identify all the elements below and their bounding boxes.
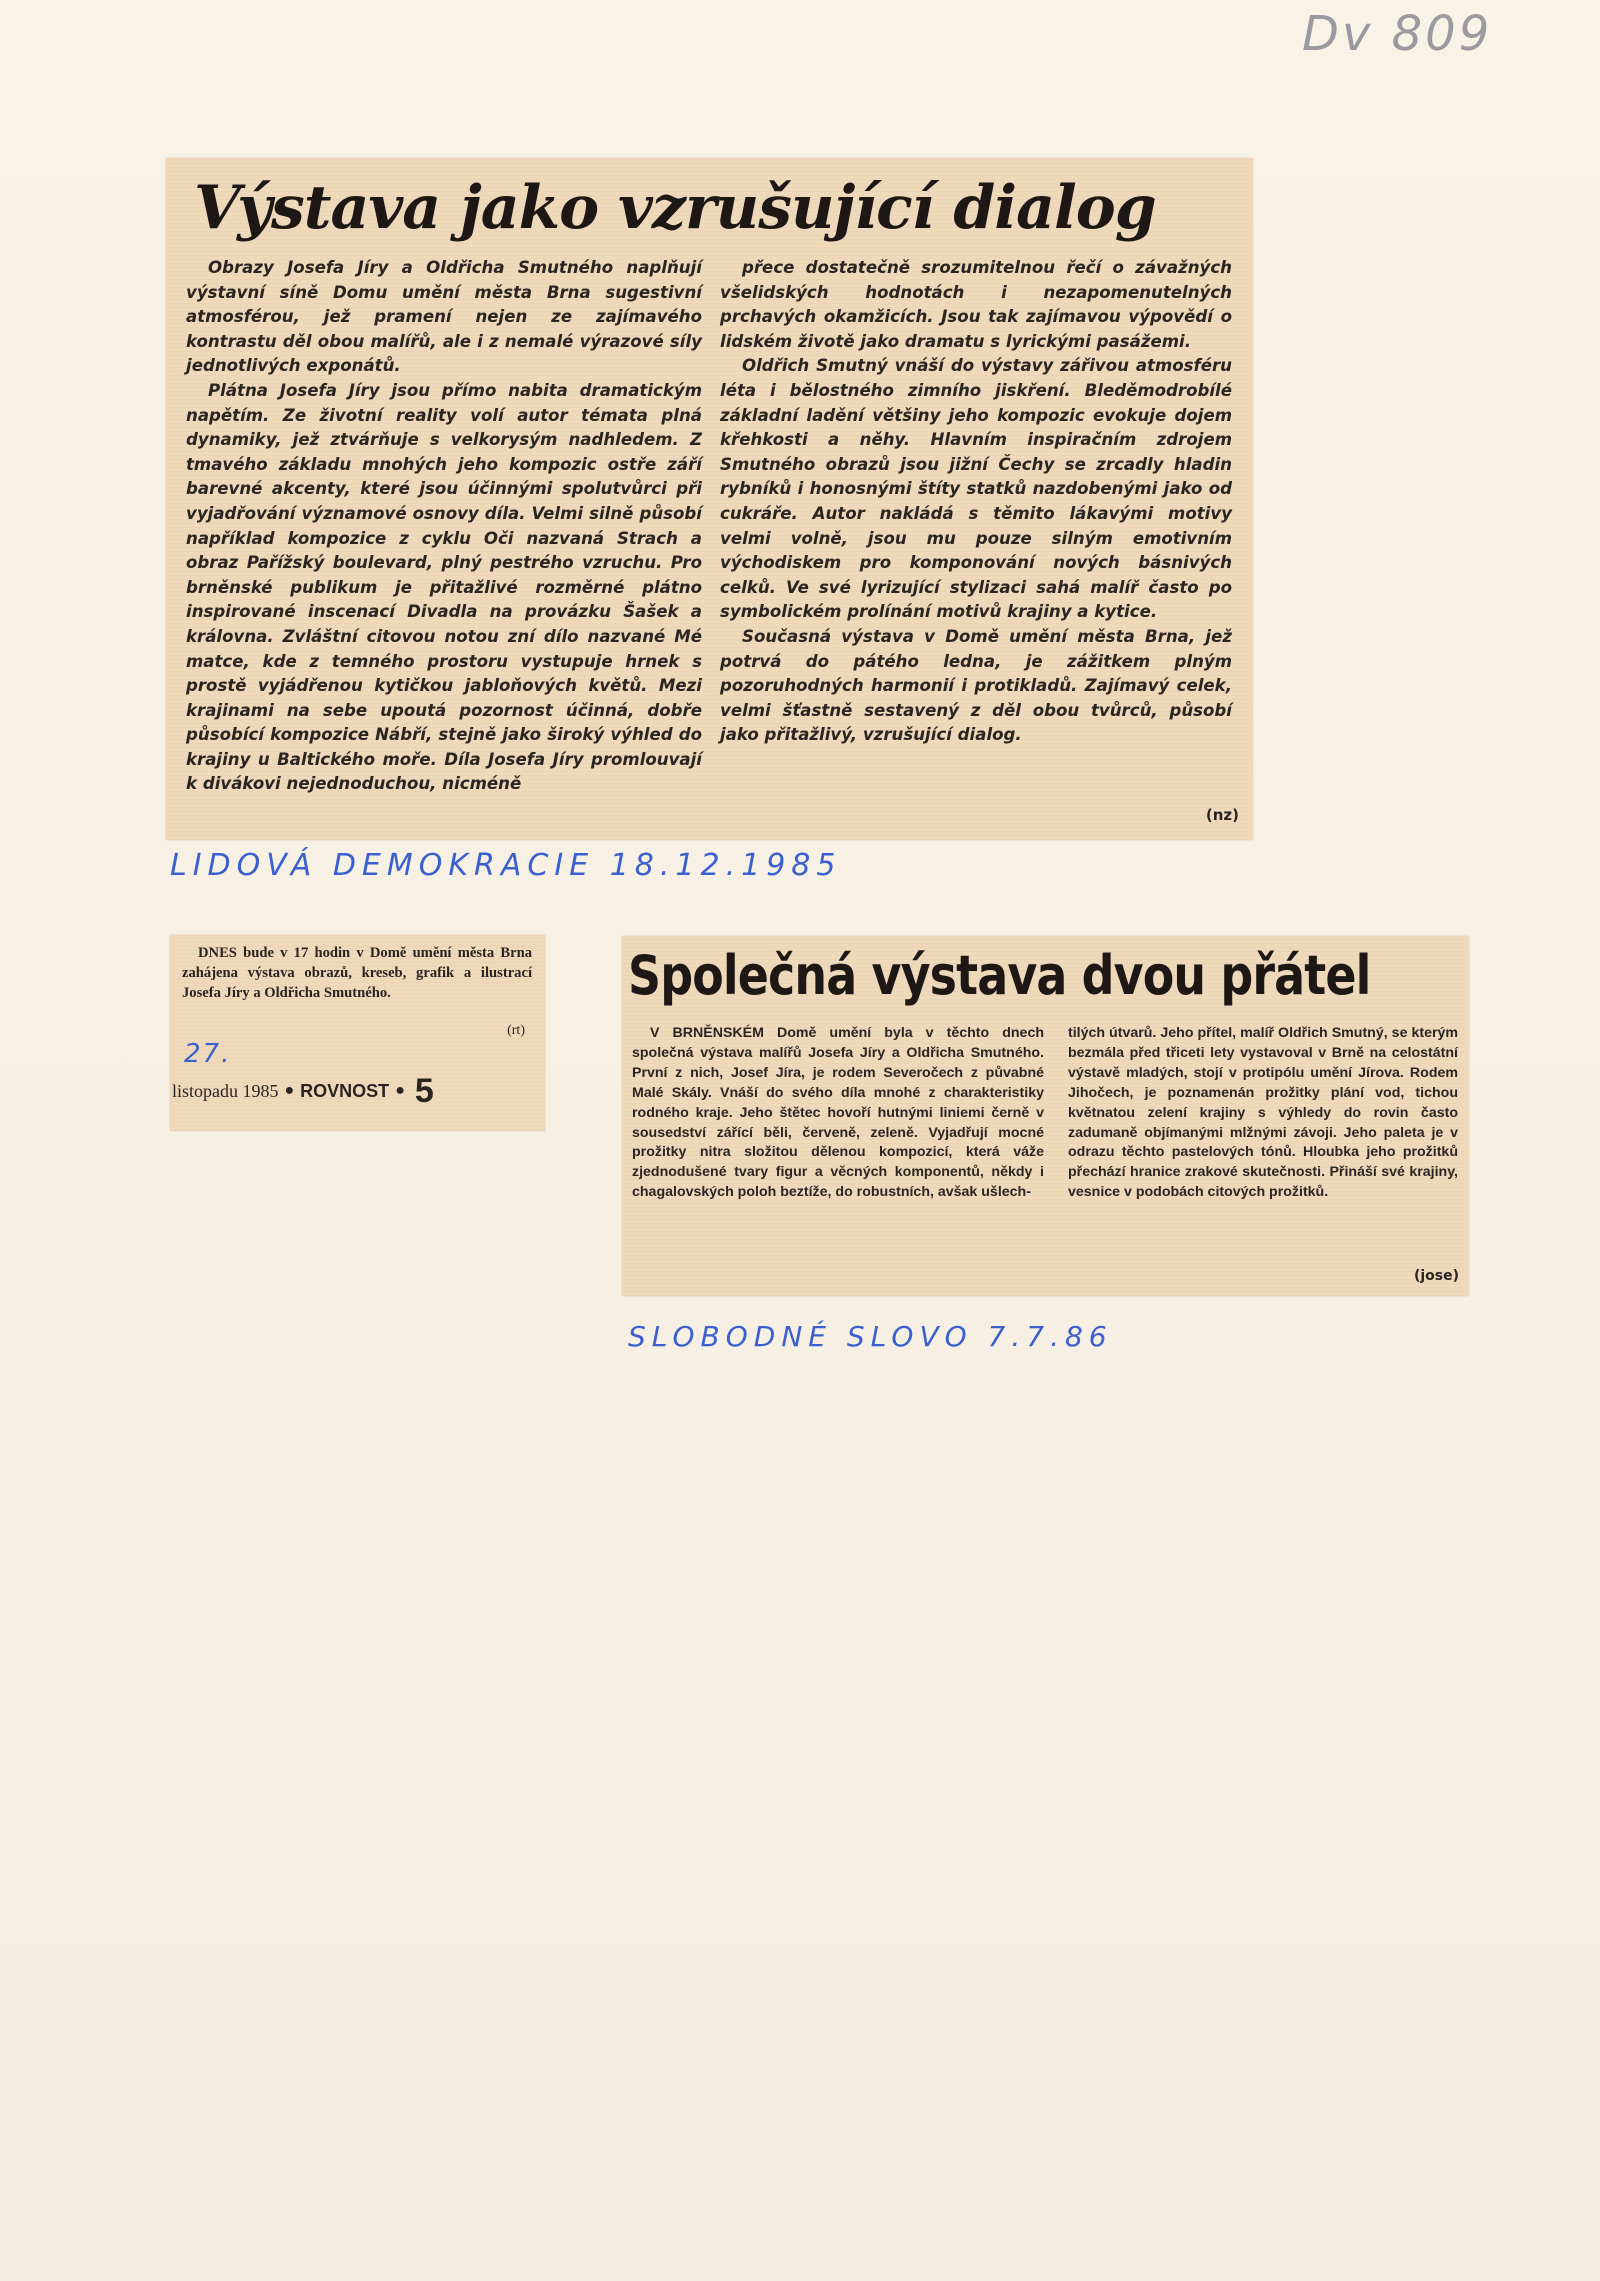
footer-date: listopadu 1985 [172, 1080, 279, 1101]
newspaper-footer [172, 1071, 542, 1111]
paragraph: Obrazy Josefa Jíry a Oldřicha Smutného naplňují výstavní síně Domu umění města Brna sugestivní atmosférou, jež pramení nejen ze zajímavého kontrastu děl obou malířů, ale i z nemalé výrazové síly jednotlivých exponátů. [186, 258, 702, 376]
footer-paper-name: ROVNOST [300, 1080, 390, 1101]
article-right-column [720, 256, 1232, 748]
headline-vystava-jako-vzrusujici-dialog: Výstava jako vzrušující dialog [194, 173, 1156, 243]
handwritten-source-slobodne-slovo: SLOBODNÉ SLOVO 7.7.86 [628, 1320, 1113, 1353]
notice-signature: (rt) [507, 1023, 525, 1038]
footer-page-number: 5 [414, 1071, 434, 1110]
paragraph: tilých útvarů. Jeho přítel, malíř Oldřich Smutný, se kterým bezmála před třiceti lety vystavoval v Brně na celostátní výstavě mladých, stojí v protipólu umění Jírova. Rodem Jihočech, je poznamenán prožitky plání vod, tichou květnatou zelení krajiny s výhledy do rovin často zadumaně objímanými mlžnými závoji. Jeho paleta je v odrazu těchto pastelových tónů. Hloubka jeho prožitků přechází hranice zrakové skutečnosti. Přináší své krajiny, vesnice v podobách citových prožitků. [1068, 1025, 1458, 1201]
paragraph: Oldřich Smutný vnáší do výstavy zářivou atmosféru léta i bělostného zimního jiskření. Bleděmodrobílé základní ladění většiny jeho kompozic evokuje dojem křehkosti a něhy. Hlavním inspiračním zdrojem Smutného obrazů jsou jižní Čechy se zrcadly hladin rybníků i honosnými štíty statků nazdobenými jako od cukráře. Autor nakládá s těmito lákavými motivy velmi volně, jsou mu pouze silným emotivním východiskem pro komponování nových básnivých celků. Ve své lyrizující stylizaci sahá malíř často po symbolickém prolínání motivů krajiny a kytice. [720, 356, 1232, 622]
article-left-column [186, 256, 702, 797]
paragraph: Současná výstava v Domě umění města Brna, jež potrvá do pátého ledna, je zážitkem plným pozoruhodných harmonií i protikladů. Zajímavý celek, velmi šťastně sestavený z děl obou tvůrců, působí jako přitažlivý, vzrušující dialog. [720, 626, 1232, 745]
headline-spolecna-vystava-dvou-pratel: Společná výstava dvou přátel [628, 944, 1371, 1007]
clipping-rovnost [170, 935, 545, 1131]
author-signature: (jose) [1413, 1268, 1459, 1284]
paragraph: V BRNĚNSKÉM Domě umění byla v těchto dnech společná výstava malířů Josefa Jíry a Oldřicha Smutného. První z nich, Josef Jíra, je rodem Severočech z půvabné Malé Skály. Vnáší do svého díla mnohé z charakteristiky rodného kraje. Jeho štětec hovoří hutnými liniemi černě v sousedství zářící běli, červeně, zeleně. Vyjadřují mocné prožitky nitra složitou dělenou kompozicí, která váže zjednodušené tvary figur a věcných komponentů, někdy i chagalovských poloh beztíže, do robustních, avšak ušlech- [632, 1025, 1044, 1201]
handwritten-day: 27. [184, 1039, 232, 1069]
article-left-column [632, 1024, 1044, 1203]
handwritten-source-lidova-demokracie: LIDOVÁ DEMOKRACIE 18.12.1985 [170, 848, 842, 883]
author-signature: (nz) [1205, 806, 1239, 824]
bullet-separator: ● [395, 1082, 405, 1099]
article-right-column [1068, 1024, 1458, 1203]
clipping-lidova-demokracie [166, 158, 1253, 840]
clipping-slobodne-slovo [622, 936, 1469, 1296]
bullet-separator: ● [284, 1082, 295, 1099]
archive-mark: Dv 809 [1302, 6, 1493, 62]
paragraph: Plátna Josefa Jíry jsou přímo nabita dramatickým napětím. Ze životní reality volí autor témata plná dynamiky, jež ztvárňuje s velkorysým nadhledem. Z tmavého základu mnohých jeho kompozic ostře září barevné akcenty, které jsou účinnými spolutvůrci při vyjadřování významové osnovy díla. Velmi silně působí například kompozice z cyklu Oči nazvaná Strach a obraz Pařížský boulevard, plný pestrého vzruchu. Pro brněnské publikum je přitažlivé rozměrné plátno inspirované inscenací Divadla na provázku Šašek a královna. Zvláštní citovou notou zní dílo nazvané Mé matce, kde z temného prostoru vystupuje hrnek s prostě vyjádřenou kytičkou jabloňových květů. Mezi krajinami na sebe upoutá pozornost účinná, dobře působící kompozice Nábří, stejně jako široký výhled do krajiny u Baltického moře. Díla Josefa Jíry promlouvají k divákovi nejednoduchou, nicméně [186, 380, 702, 794]
notice-text: DNES bude v 17 hodin v Domě umění města Brna zahájena výstava obrazů, kreseb, grafik a ilustrací Josefa Jíry a Oldřicha Smutného. [182, 945, 532, 1001]
paragraph: přece dostatečně srozumitelnou řečí o závažných všelidských hodnotách i nezapomenutelných prchavých okamžicích. Jsou tak zajímavou výpovědí o lidském životě jako dramatu s lyrickými pasážemi. [720, 258, 1232, 351]
